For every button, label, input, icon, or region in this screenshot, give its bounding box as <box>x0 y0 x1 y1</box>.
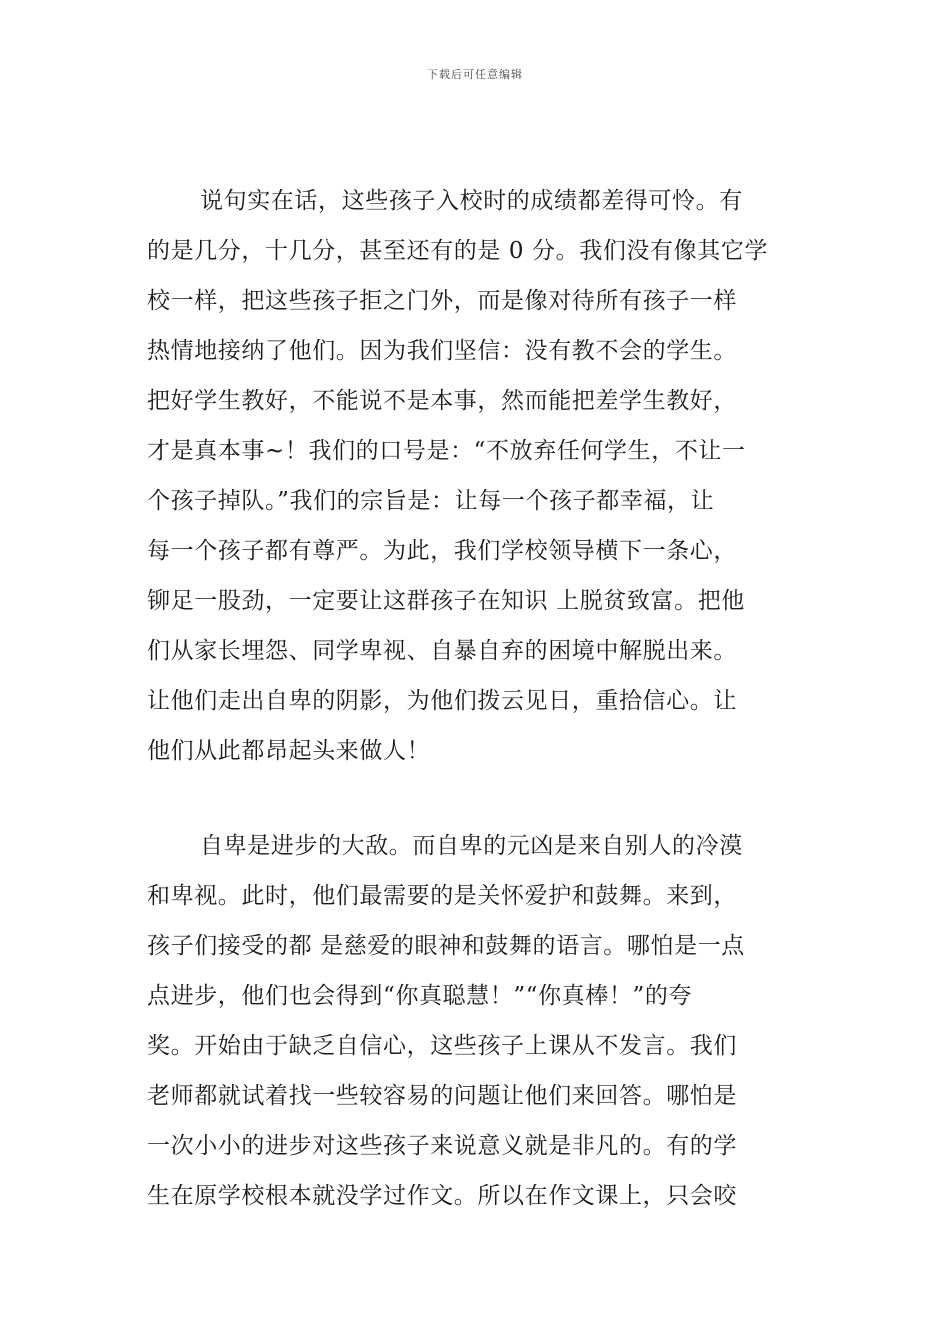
text-line: 说句实在话，这些孩子入校时的成绩都差得可怜。有 <box>200 188 743 214</box>
text-line: 和卑视。此时，他们最需要的是关怀爱护和鼓舞。来到， <box>147 883 737 909</box>
paragraph-2 <box>147 821 807 1221</box>
text-line: 才是真本事~！我们的口号是：“不放弃任何学生，不让一 <box>147 438 746 464</box>
text-line: 点进步，他们也会得到“你真聪慧！”“你真棒！”的夸 <box>147 983 693 1009</box>
text-line: 自卑是进步的大敌。而自卑的元凶是来自别人的冷漠 <box>200 833 743 859</box>
text-line: 奖。开始由于缺乏自信心，这些孩子上课从不发言。我们 <box>147 1033 737 1059</box>
text-line: 一次小小的进步对这些孩子来说意义就是非凡的。有的学 <box>147 1133 737 1159</box>
text-line: 的是几分，十几分，甚至还有的是 0 分。我们没有像其它学 <box>147 238 769 264</box>
text-line: 每一个孩子都有尊严。为此，我们学校领导横下一条心， <box>147 538 737 564</box>
paragraph-1 <box>147 176 807 776</box>
text-line: 他们从此都昂起头来做人！ <box>147 738 431 764</box>
text-line: 们从家长埋怨、同学卑视、自暴自弃的困境中解脱出来。 <box>147 638 737 664</box>
text-line: 校一样，把这些孩子拒之门外，而是像对待所有孩子一样 <box>147 288 737 314</box>
text-line: 热情地接纳了他们。因为我们坚信：没有教不会的学生。 <box>147 338 737 364</box>
text-line: 铆足一股劲，一定要让这群孩子在知识 上脱贫致富。把他 <box>147 588 745 614</box>
text-line: 让他们走出自卑的阴影，为他们拨云见日，重拾信心。让 <box>147 688 737 714</box>
text-line: 老师都就试着找一些较容易的问题让他们来回答。哪怕是 <box>147 1083 737 1109</box>
header-note: 下载后可任意编辑 <box>427 68 523 81</box>
text-line: 生在原学校根本就没学过作文。所以在作文课上，只会咬 <box>147 1183 737 1209</box>
text-line: 把好学生教好，不能说不是本事，然而能把差学生教好， <box>147 388 737 414</box>
text-line: 个孩子掉队。”我们的宗旨是：让每一个孩子都幸福，让 <box>147 488 715 514</box>
text-line: 孩子们接受的都 是慈爱的眼神和鼓舞的语言。哪怕是一点 <box>147 933 745 959</box>
